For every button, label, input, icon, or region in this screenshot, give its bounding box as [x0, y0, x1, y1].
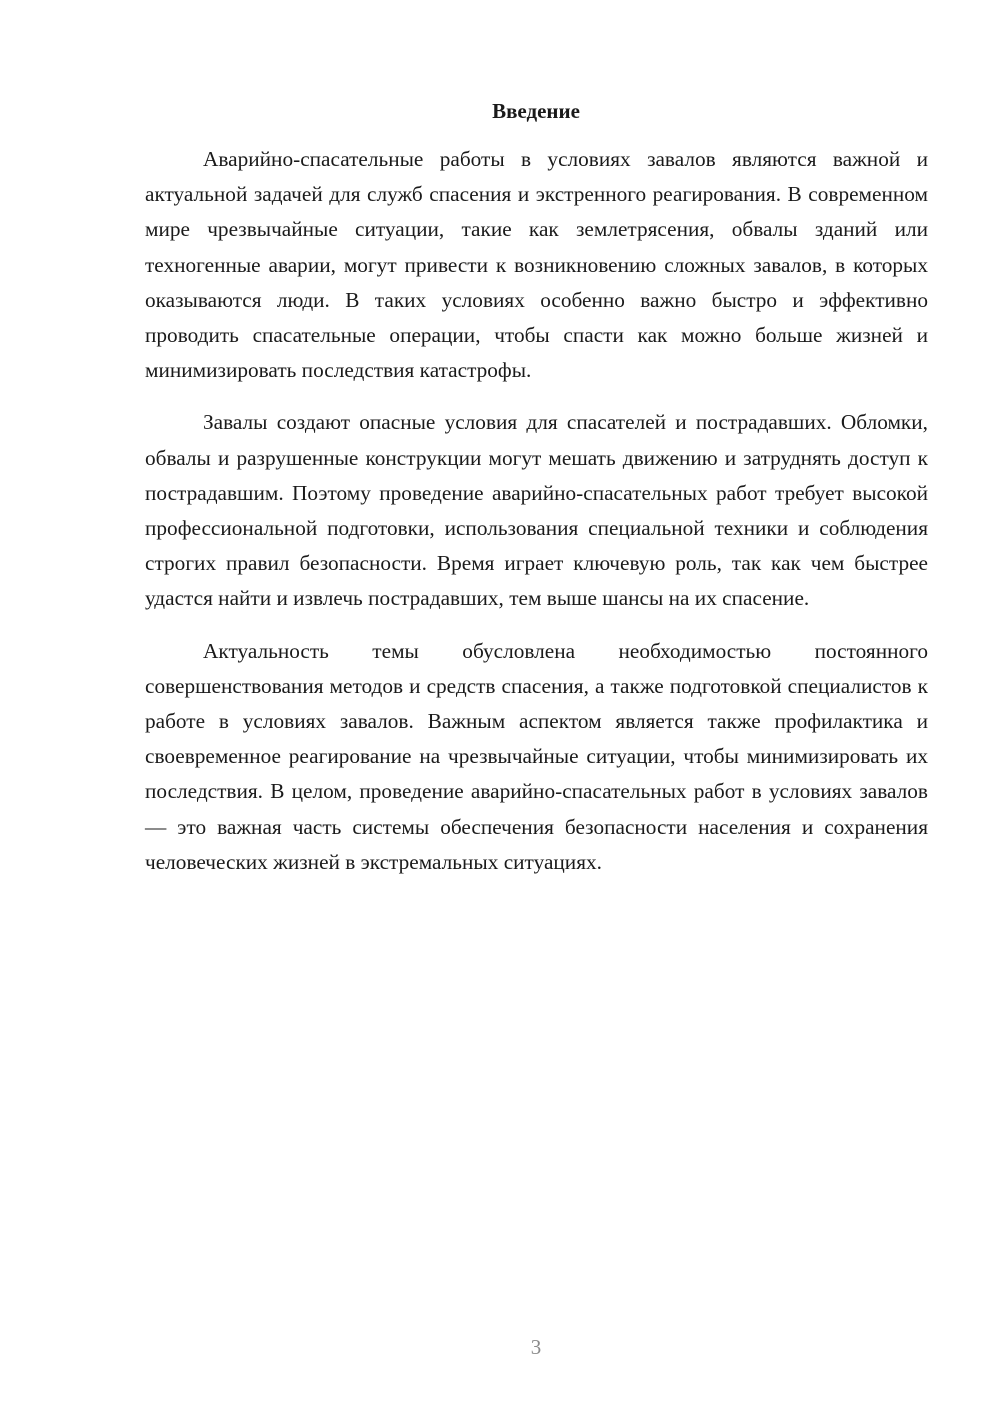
paragraph-1: Аварийно-спасательные работы в условиях завалов являются важной и актуальной задачей для служб спасения и экстренного реагирования. В современном мире чрезвычайные ситуации, такие как землетрясения, обвалы зданий или техногенные аварии, могут привести к возникновению сложных завалов, в которых оказываются люди. В таких условиях особенно важно быстро и эффективно проводить спасательные операции, чтобы спасти как можно больше жизней и минимизировать последствия катастрофы.: [145, 147, 928, 383]
page-title: Введение: [492, 99, 580, 123]
paragraph-2: Завалы создают опасные условия для спасателей и пострадавших. Обломки, обвалы и разрушенные конструкции могут мешать движению и затруднять доступ к пострадавшим. Поэтому проведение аварийно-спасательных работ требует высокой профессиональной подготовки, использования специальной техники и соблюдения строгих правил безопасности. Время играет ключевую роль, так как чем быстрее удастся найти и извлечь пострадавших, тем выше шансы на их спасение.: [145, 410, 928, 611]
page-number: 3: [530, 1335, 542, 1359]
document-body: [145, 142, 928, 897]
paragraph-3: Актуальность темы обусловлена необходимостью постоянного совершенствования методов и средств спасения, а также подготовкой специалистов к работе в условиях завалов. Важным аспектом является также профилактика и своевременное реагирование на чрезвычайные ситуации, чтобы минимизировать их последствия. В целом, проведение аварийно-спасательных работ в условиях завалов — это важная часть системы обеспечения безопасности населения и сохранения человеческих жизней в экстремальных ситуациях.: [145, 638, 928, 874]
